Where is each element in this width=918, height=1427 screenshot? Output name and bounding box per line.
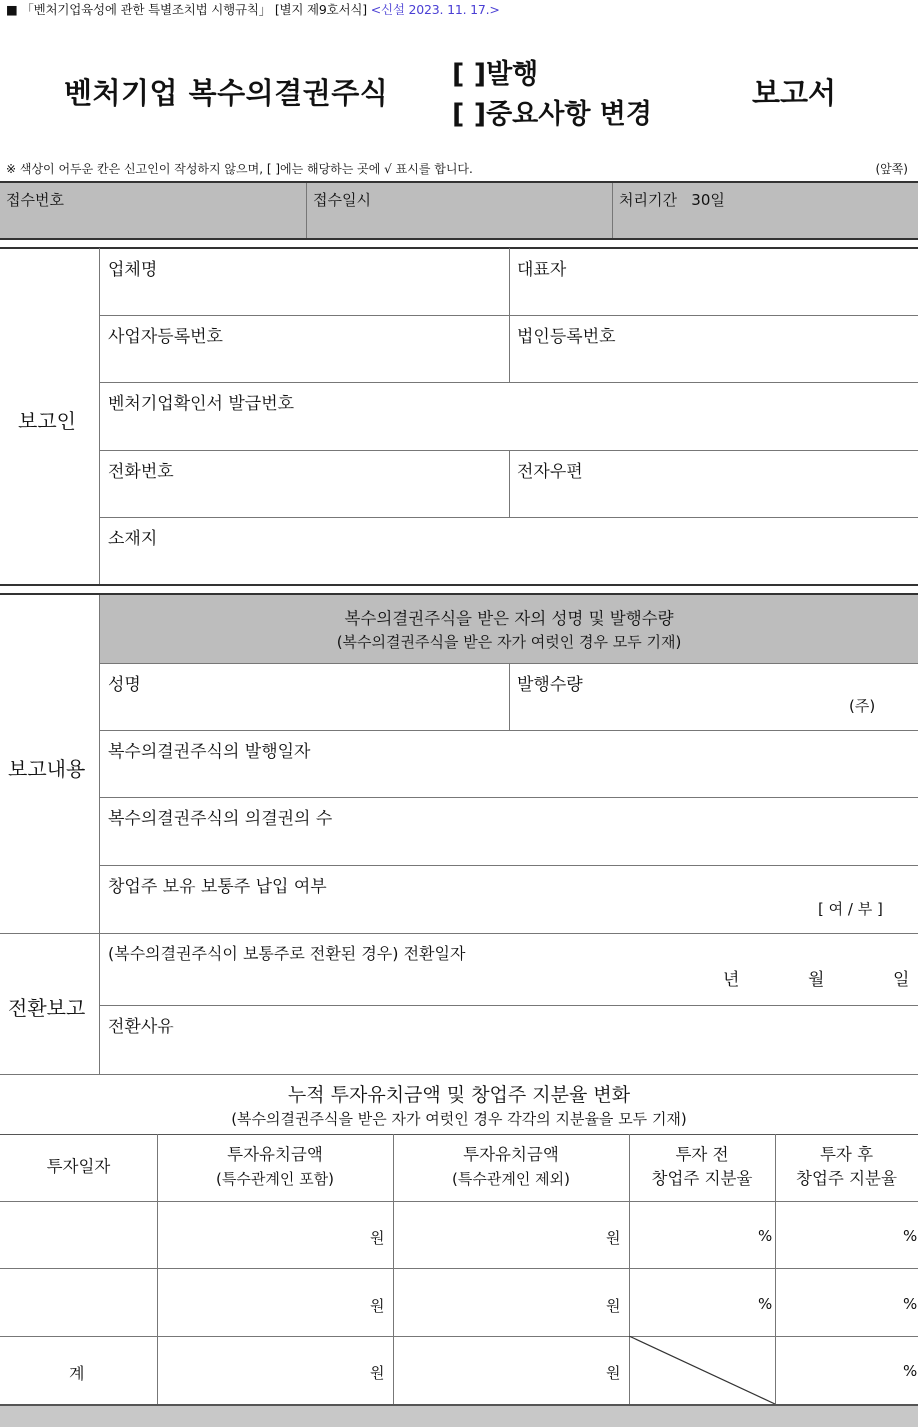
email-field[interactable]: 전자우편 xyxy=(517,462,583,482)
investment-title: 누적 투자유치금액 및 창업주 지분율 변화 xyxy=(287,1084,631,1106)
holder-name-field[interactable]: 성명 xyxy=(108,675,141,695)
total-amount-excl-unit: 원 xyxy=(606,1364,621,1382)
col-share-before-line2: 창업주 지분율 xyxy=(651,1169,753,1188)
col-amount-incl xyxy=(157,1143,393,1191)
quantity-unit: (주) xyxy=(849,697,876,715)
col-share-after xyxy=(775,1143,918,1191)
form-title-tail: 보고서 xyxy=(752,76,837,110)
issue-quantity-field[interactable]: 발행수량 xyxy=(517,675,583,695)
row2-after-unit: % xyxy=(903,1295,918,1313)
divider xyxy=(99,1005,918,1006)
divider xyxy=(99,382,918,383)
divider xyxy=(0,1201,918,1202)
divider xyxy=(0,1336,918,1337)
divider xyxy=(509,663,510,730)
row2-before-unit: % xyxy=(758,1295,773,1313)
divider xyxy=(99,595,100,1075)
col-share-before-line1: 투자 전 xyxy=(675,1145,729,1164)
col-amount-excl xyxy=(393,1143,629,1191)
divider xyxy=(0,584,918,586)
divider xyxy=(0,933,918,934)
row1-amount-incl-unit: 원 xyxy=(370,1229,385,1247)
conversion-reason-field[interactable]: 전환사유 xyxy=(108,1017,174,1037)
divider xyxy=(0,1134,918,1135)
col-amount-incl-line2: (특수관계인 포함) xyxy=(216,1170,334,1188)
company-name-field[interactable]: 업체명 xyxy=(108,260,158,280)
holder-header xyxy=(100,595,918,663)
issue-date-field[interactable]: 복수의결권주식의 발행일자 xyxy=(108,742,311,762)
divider xyxy=(0,247,918,249)
diagonal-slash xyxy=(629,1336,776,1404)
year-label: 년 xyxy=(723,970,740,990)
receipt-number-field xyxy=(0,183,307,238)
business-number-field[interactable]: 사업자등록번호 xyxy=(108,327,223,347)
row2-amount-incl-unit: 원 xyxy=(370,1297,385,1315)
holder-header-title: 복수의결권주식을 받은 자의 성명 및 발행수량 xyxy=(344,609,674,628)
page-side-label: (앞쪽) xyxy=(875,162,908,176)
col-share-after-line2: 창업주 지분율 xyxy=(796,1169,897,1188)
payment-choice[interactable]: [ 여 / 부 ] xyxy=(818,900,883,918)
form-title-main: 벤처기업 복수의결권주식 xyxy=(64,76,389,110)
receipt-date-label: 접수일시 xyxy=(313,191,371,209)
conversion-date-field[interactable]: (복수의결권주식이 보통주로 전환된 경우) 전환일자 xyxy=(108,944,466,963)
divider xyxy=(509,248,510,315)
option-issue-checkbox[interactable]: [ ]발행 xyxy=(452,59,539,90)
day-label: 일 xyxy=(893,970,910,990)
col-share-before xyxy=(629,1143,775,1191)
phone-field[interactable]: 전화번호 xyxy=(108,462,174,482)
receipt-number-label: 접수번호 xyxy=(6,191,64,209)
ceo-field[interactable]: 대표자 xyxy=(517,260,567,280)
col-amount-excl-line1: 투자유치금액 xyxy=(463,1145,559,1164)
reporter-section-label: 보고인 xyxy=(18,409,76,433)
row2-amount-excl-unit: 원 xyxy=(606,1297,621,1315)
venture-certificate-number-field[interactable]: 벤처기업확인서 발급번호 xyxy=(108,394,295,414)
instruction-note: ※ 색상이 어두운 칸은 신고인이 작성하지 않으며, [ ]에는 해당하는 곳에 √ 표시를 합니다. xyxy=(6,162,473,176)
investment-subtitle: (복수의결권주식을 받은 자가 여럿인 경우 각각의 지분율을 모두 기재) xyxy=(231,1110,687,1128)
col-invest-date: 투자일자 xyxy=(46,1157,111,1176)
report-section-label: 보고내용 xyxy=(8,757,86,781)
row1-after-unit: % xyxy=(903,1227,918,1245)
corporation-number-field[interactable]: 법인등록번호 xyxy=(517,327,616,347)
col-share-after-line1: 투자 후 xyxy=(819,1145,874,1164)
law-ref-text: ■ 「벤처기업육성에 관한 특별조치법 시행규칙」 [별지 제9호서식] xyxy=(6,2,367,17)
receipt-bar xyxy=(0,181,918,240)
bottom-bar xyxy=(0,1404,918,1427)
revision-note: <신설 2023. 11. 17.> xyxy=(370,2,500,17)
total-label: 계 xyxy=(69,1364,85,1383)
processing-period-label: 처리기간 xyxy=(619,191,677,209)
month-label: 월 xyxy=(808,970,825,990)
address-field[interactable]: 소재지 xyxy=(108,529,158,549)
founder-payment-field: 창업주 보유 보통주 납입 여부 xyxy=(108,877,327,897)
divider xyxy=(99,517,918,518)
col-amount-excl-line2: (특수관계인 제외) xyxy=(452,1170,570,1188)
processing-period-field xyxy=(613,183,918,238)
option-change-checkbox[interactable]: [ ]중요사항 변경 xyxy=(452,99,652,130)
voting-rights-field[interactable]: 복수의결권주식의 의결권의 수 xyxy=(108,809,333,829)
divider xyxy=(99,730,918,731)
receipt-date-field xyxy=(307,183,613,238)
divider xyxy=(0,1268,918,1269)
processing-period-value: 30일 xyxy=(691,191,725,209)
divider xyxy=(509,450,510,517)
conversion-section-label: 전환보고 xyxy=(8,996,86,1020)
divider xyxy=(99,248,100,585)
divider xyxy=(99,865,918,866)
row1-amount-excl-unit: 원 xyxy=(606,1229,621,1247)
total-amount-incl-unit: 원 xyxy=(370,1364,385,1382)
law-reference xyxy=(6,0,500,18)
holder-header-subtitle: (복수의결권주식을 받은 자가 여럿인 경우 모두 기재) xyxy=(336,633,682,651)
total-after-unit: % xyxy=(903,1362,918,1380)
col-amount-incl-line1: 투자유치금액 xyxy=(227,1145,323,1164)
divider xyxy=(509,315,510,382)
row1-before-unit: % xyxy=(758,1227,773,1245)
divider xyxy=(99,797,918,798)
divider xyxy=(0,1074,918,1075)
